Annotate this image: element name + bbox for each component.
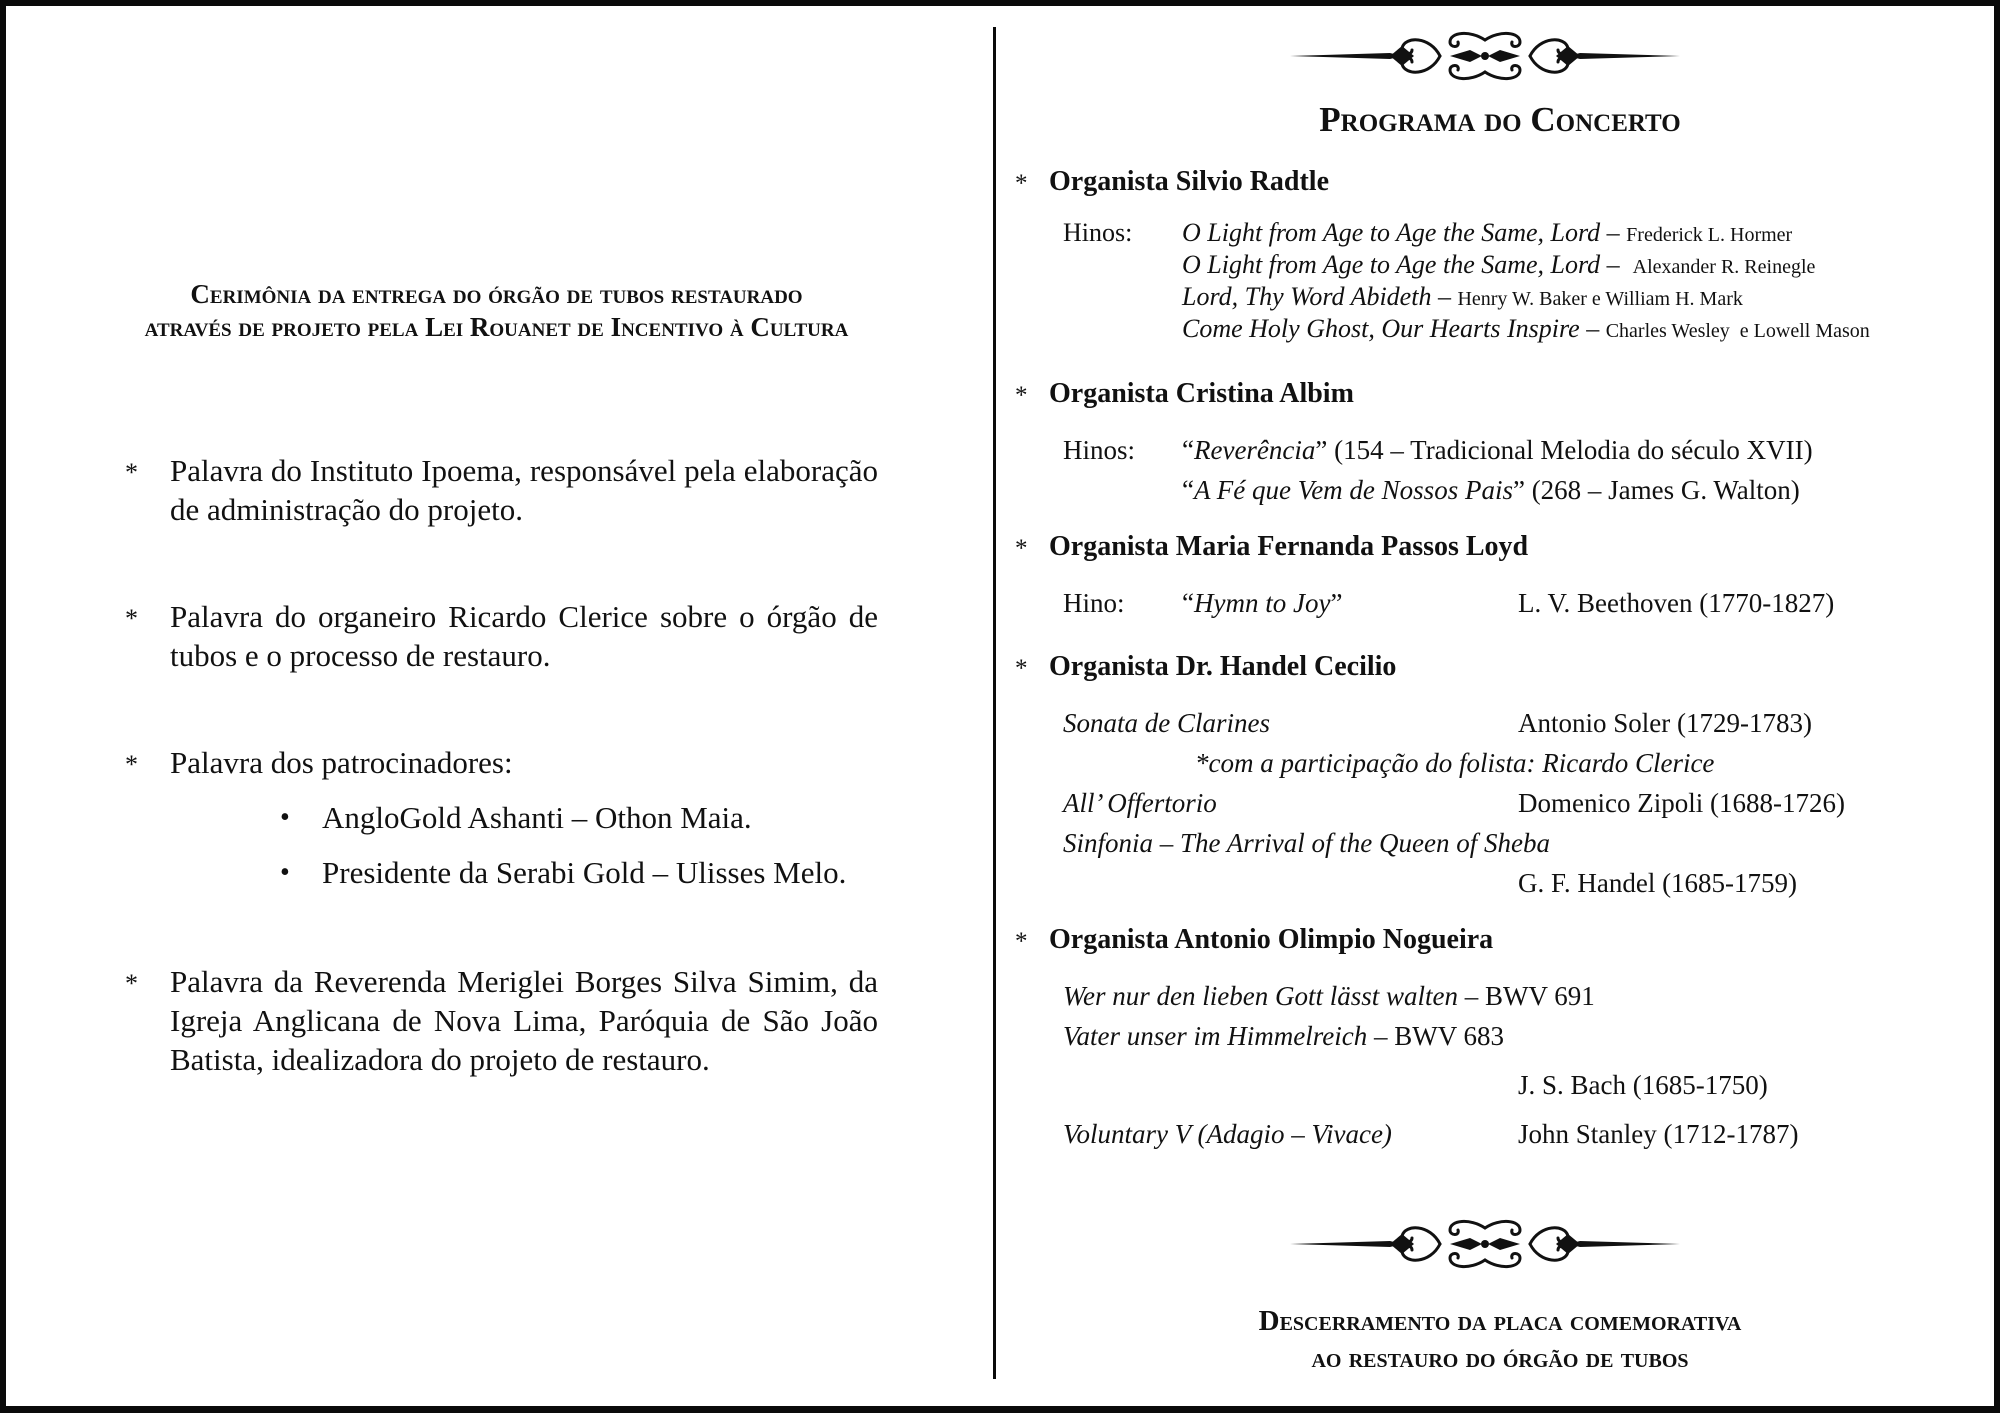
piece-catalog: BWV 683 (1394, 1021, 1504, 1051)
piece-composer: Domenico Zipoli (1688-1726) (1518, 788, 1845, 818)
asterisk-bullet-icon: * (1015, 170, 1028, 197)
piece-title: Vater unser im Himmelreich (1063, 1021, 1368, 1051)
agenda-item-text: Palavra da Reverenda Meriglei Borges Silva Simim, da Igreja Anglicana de Nova Lima, Paróquia de São João Batista, idealizadora do projeto de restauro. (170, 964, 878, 1077)
asterisk-bullet-icon: * (1015, 928, 1028, 955)
piece-title: Reverência (1193, 435, 1316, 465)
asterisk-bullet-icon: * (1015, 655, 1028, 682)
open-quote: “ (1182, 475, 1194, 505)
piece-title: Sonata de Clarines (1063, 708, 1270, 738)
asterisk-bullet-icon: * (125, 604, 138, 633)
open-quote: “ (1182, 588, 1194, 618)
bullet-dot-icon: • (280, 857, 290, 888)
piece-separator: – (1457, 981, 1485, 1011)
piece-composer: G. F. Handel (1685-1759) (1518, 868, 1798, 898)
piece-line (1182, 218, 1792, 248)
piece-separator: – (1600, 250, 1633, 279)
piece-title: O Light from Age to Age the Same, Lord (1182, 218, 1601, 247)
piece-separator: – (1367, 1021, 1395, 1051)
agenda-item-text: Palavra dos patrocinadores: (170, 745, 513, 780)
bullet-dot-icon: • (280, 802, 290, 833)
closing-title-line-1: Descerramento da placa comemorativa (1258, 1305, 1742, 1337)
piece-composer: J. S. Bach (1685-1750) (1518, 1070, 1768, 1100)
piece-title: A Fé que Vem de Nossos Pais (1193, 475, 1513, 505)
close-quote: ” (1330, 588, 1343, 618)
piece-line (1063, 981, 1595, 1012)
piece-title: Lord, Thy Word Abideth (1182, 282, 1432, 311)
open-quote: “ (1182, 435, 1194, 465)
asterisk-bullet-icon: * (125, 969, 138, 998)
piece-separator: – (1600, 218, 1627, 247)
piece-title: Wer nur den lieben Gott lässt walten (1063, 981, 1458, 1011)
piece-title-line (1182, 588, 1342, 619)
ornament-divider-top-icon (1290, 26, 1680, 86)
hymn-label: Hino: (1063, 588, 1125, 618)
piece-title: Hymn to Joy (1193, 588, 1331, 618)
agenda-item-text: Palavra do organeiro Ricardo Clerice sobre o órgão de tubos e o processo de restauro. (170, 599, 878, 673)
piece-line (1182, 314, 1870, 344)
close-quote: ” (1512, 475, 1525, 505)
close-quote: ” (1315, 435, 1328, 465)
asterisk-bullet-icon: * (1015, 382, 1028, 409)
piece-title: Come Holy Ghost, Our Hearts Inspire (1182, 314, 1580, 343)
piece-title: Sinfonia – The Arrival of the Queen of Sheba (1063, 828, 1550, 858)
sponsor-item-text: AngloGold Ashanti – Othon Maia. (322, 800, 752, 835)
ceremony-title (0, 278, 993, 344)
organist-name: Organista Dr. Handel Cecilio (1049, 651, 1397, 682)
organist-name: Organista Antonio Olimpio Nogueira (1049, 924, 1494, 955)
organist-name: Organista Silvio Radtle (1049, 166, 1330, 197)
organist-name: Organista Maria Fernanda Passos Loyd (1049, 531, 1529, 562)
piece-line (1182, 435, 1813, 466)
ornament-divider-bottom-icon (1290, 1214, 1680, 1274)
piece-composer: John Stanley (1712-1787) (1518, 1119, 1799, 1149)
piece-separator: – (1431, 282, 1458, 311)
piece-detail: (154 – Tradicional Melodia do século XVII) (1327, 435, 1813, 465)
piece-title: All’ Offertorio (1063, 788, 1217, 818)
piece-line (1182, 250, 1815, 280)
piece-catalog: BWV 691 (1484, 981, 1595, 1011)
piece-detail: (268 – James G. Walton) (1524, 475, 1800, 505)
column-divider (993, 27, 996, 1379)
asterisk-bullet-icon: * (1015, 535, 1028, 562)
asterisk-bullet-icon: * (125, 750, 138, 779)
hymns-label: Hinos: (1063, 218, 1133, 247)
asterisk-bullet-icon: * (125, 458, 138, 487)
piece-line (1063, 1021, 1504, 1052)
piece-line (1182, 282, 1743, 312)
piece-separator: – (1579, 314, 1606, 343)
piece-composer: Alexander R. Reinegle (1632, 256, 1816, 278)
agenda-item-text: Palavra do Instituto Ipoema, responsável pela elaboração de administração do projeto. (170, 453, 878, 527)
piece-composer: Frederick L. Hormer (1626, 224, 1793, 246)
piece-composer: Charles Wesley e Lowell Mason (1605, 320, 1870, 342)
ceremony-title-line-1: Cerimônia da entrega do órgão de tubos restaurado (190, 279, 803, 309)
piece-composer: L. V. Beethoven (1770-1827) (1518, 588, 1835, 618)
piece-title: O Light from Age to Age the Same, Lord (1182, 250, 1601, 279)
piece-title: Voluntary V (Adagio – Vivace) (1063, 1119, 1392, 1149)
piece-line (1182, 475, 1800, 506)
piece-composer: Henry W. Baker e William H. Mark (1457, 288, 1743, 310)
ceremony-title-line-2: através de projeto pela Lei Rouanet de Incentivo à Cultura (144, 312, 849, 342)
hymns-label: Hinos: (1063, 435, 1136, 465)
performance-note: *com a participação do folista: Ricardo Clerice (1195, 748, 1715, 778)
closing-title (1000, 1303, 2000, 1377)
organist-name: Organista Cristina Albim (1049, 378, 1354, 409)
program-title: Programa do Concerto (1319, 100, 1681, 139)
piece-composer: Antonio Soler (1729-1783) (1518, 708, 1812, 738)
sponsor-item-text: Presidente da Serabi Gold – Ulisses Melo. (322, 855, 847, 890)
closing-title-line-2: ao restauro do órgão de tubos (1311, 1342, 1689, 1374)
